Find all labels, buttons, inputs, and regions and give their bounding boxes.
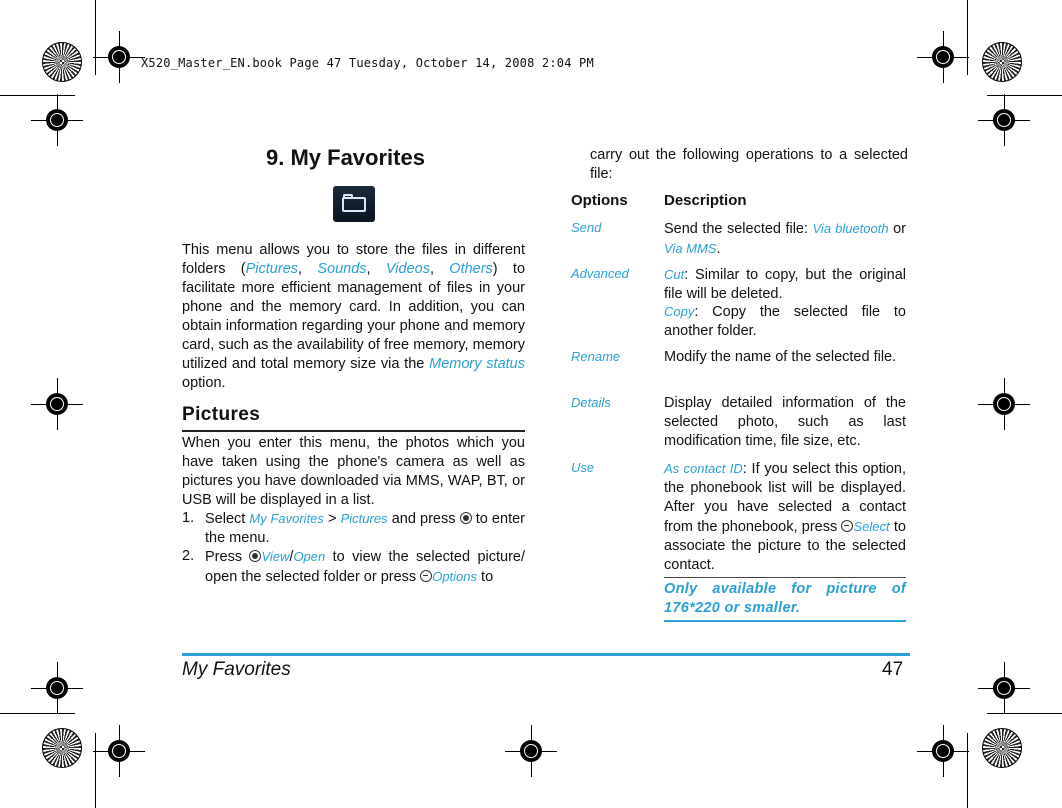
crop-line — [0, 713, 75, 714]
folder-icon — [333, 186, 375, 222]
desc-send — [664, 219, 906, 259]
desc-text: : Similar to copy, but the original file will be deleted. — [664, 267, 906, 302]
desc-text: . — [716, 241, 721, 257]
view-link: View — [261, 549, 290, 564]
step-text-part: to enter the menu. — [205, 511, 525, 546]
videos-link: Videos — [385, 261, 430, 277]
desc-text: to associate the picture to the selected contact. — [664, 519, 906, 573]
note-text: Only available for picture of 176*220 or smaller. — [664, 581, 906, 616]
step-number: 2. — [182, 548, 195, 564]
select-link: Select — [853, 519, 890, 534]
separator: , — [298, 261, 318, 277]
desc-details: Display detailed information of the selected photo, such as last modification time, file size, etc. — [664, 395, 906, 449]
intro-text: ) to facilitate more efficient management of files in your phone and the memory card. In addition, you can obtain information regarding your phone and memory card, such as the availability of free memory, memory utilized and total memory size via the — [182, 261, 526, 372]
col-header-options: Options — [571, 192, 628, 209]
crop-line — [987, 95, 1062, 96]
softkey-icon — [841, 520, 853, 532]
copy-link: Copy — [664, 304, 695, 319]
step-text-part: Press — [205, 549, 250, 565]
open-link: Open — [293, 549, 326, 564]
step-text-part: / — [289, 549, 294, 565]
via-mms-link: Via MMS — [664, 241, 717, 256]
option-send: Send — [571, 220, 602, 235]
crop-line — [0, 95, 75, 96]
page-number: 47 — [882, 659, 904, 680]
intro-text: This menu allows you to store the files in different folders ( — [182, 242, 525, 277]
ok-key-icon — [460, 512, 472, 524]
memory-status-link: Memory status — [429, 356, 525, 372]
note-rule-top — [664, 577, 906, 578]
sounds-link: Sounds — [317, 261, 367, 277]
pictures-paragraph: When you enter this menu, the photos which you have taken using the phone's camera as well as pictures you have downloaded via MMS, WAP, BT, or USB will be displayed in a list. — [182, 435, 525, 508]
star-target-icon — [982, 42, 1022, 82]
crop-line — [967, 733, 968, 808]
note-rule-bottom — [664, 620, 906, 622]
others-link: Others — [449, 261, 493, 277]
desc-text: : Copy the selected file to another folder. — [664, 304, 906, 339]
intro-text: option. — [182, 375, 226, 391]
crop-line — [95, 0, 96, 75]
pictures-link: Pictures — [245, 261, 299, 277]
desc-copy — [664, 302, 906, 341]
my-favorites-link: My Favorites — [249, 511, 324, 526]
separator: , — [429, 261, 450, 277]
star-target-icon — [42, 728, 82, 768]
step-2 — [182, 547, 525, 587]
step-text-part: and press — [387, 511, 460, 527]
options-link: Options — [432, 569, 478, 584]
star-target-icon — [982, 728, 1022, 768]
option-details: Details — [571, 395, 611, 410]
heading-rule — [182, 430, 525, 432]
step-text-part: to view the selected picture/ open the selected folder or press — [205, 549, 525, 585]
pictures-link: Pictures — [340, 511, 388, 526]
step-text-part: to — [477, 569, 494, 585]
col-header-description: Description — [664, 192, 747, 209]
as-contact-id-link: As contact ID — [664, 461, 743, 476]
footer-bar — [182, 653, 910, 656]
footer-section: My Favorites — [182, 659, 291, 680]
intro-paragraph — [182, 241, 525, 393]
desc-text: or — [888, 221, 906, 237]
softkey-icon — [420, 570, 432, 582]
crop-line — [987, 713, 1062, 714]
crop-line — [967, 0, 968, 75]
book-header: X520_Master_EN.book Page 47 Tuesday, October 14, 2008 2:04 PM — [141, 56, 594, 70]
separator: , — [366, 261, 386, 277]
ok-key-icon — [249, 550, 261, 562]
step-text-part: > — [323, 511, 341, 527]
continued-paragraph: carry out the following operations to a selected file: — [590, 147, 908, 182]
desc-text: : If you select this option, the phonebook list will be displayed. After you have selected a contact from the phonebook, press — [664, 461, 906, 535]
step-text-part: Select — [205, 511, 250, 527]
desc-text: Send the selected file: — [664, 221, 813, 237]
option-rename: Rename — [571, 349, 621, 364]
cut-link: Cut — [664, 267, 685, 282]
desc-rename: Modify the name of the selected file. — [664, 349, 897, 365]
step-text — [205, 509, 525, 548]
step-number: 1. — [182, 510, 195, 526]
option-use: Use — [571, 460, 595, 475]
desc-cut — [664, 265, 906, 304]
page-title: 9. My Favorites — [266, 145, 425, 170]
option-advanced: Advanced — [571, 266, 629, 281]
step-text — [205, 547, 525, 587]
pictures-heading: Pictures — [182, 404, 261, 425]
desc-use — [664, 459, 906, 575]
via-bluetooth-link: Via bluetooth — [812, 221, 889, 236]
step-1 — [182, 509, 525, 549]
star-target-icon — [42, 42, 82, 82]
crop-line — [95, 733, 96, 808]
